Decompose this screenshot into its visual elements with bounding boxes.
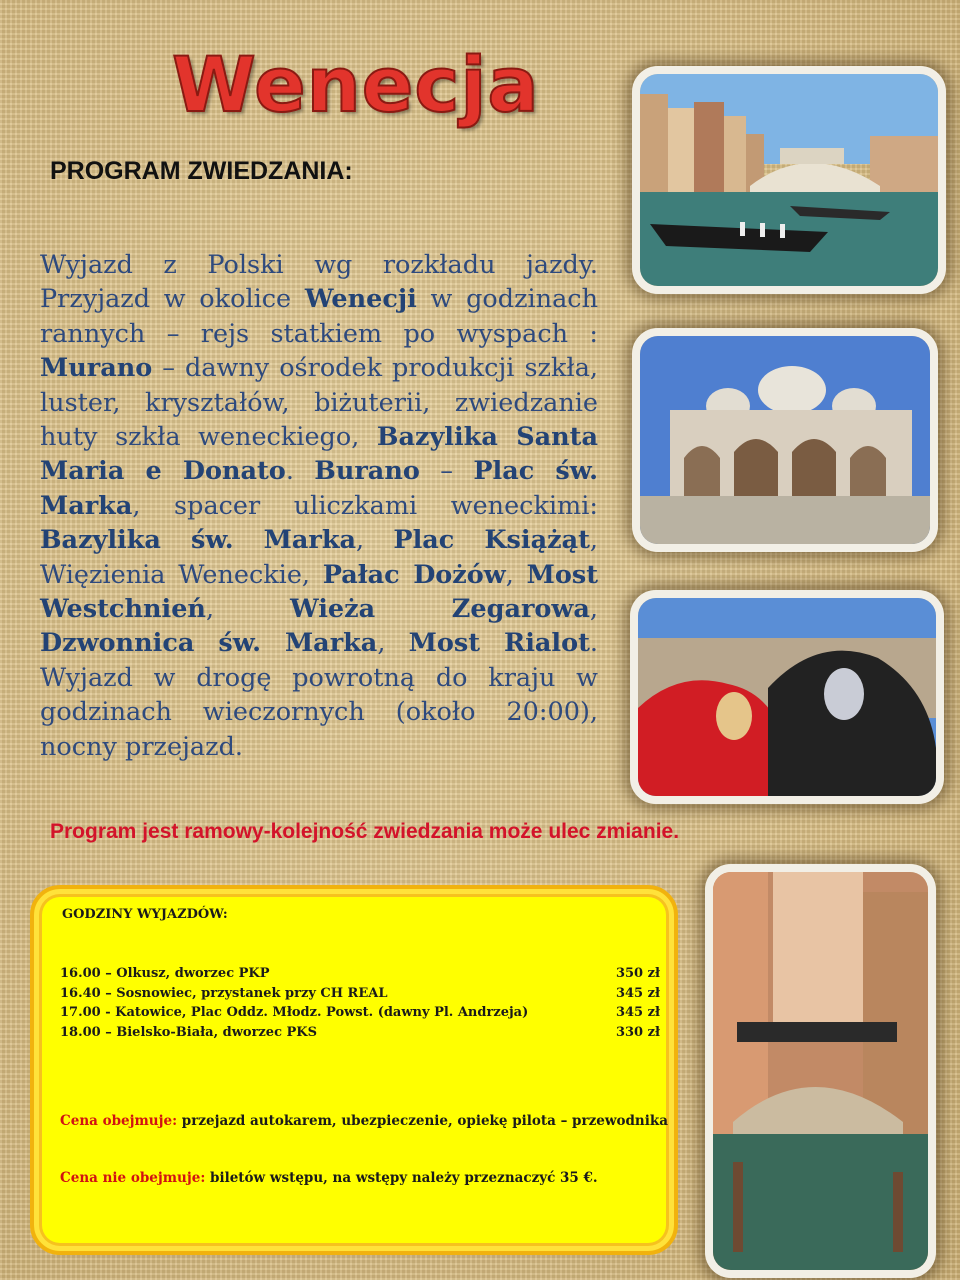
program-text-segment: , Więzienia Weneckie,: [40, 525, 598, 590]
program-highlight: Bazylika Santa Maria e Donato: [40, 422, 598, 487]
departures-list: [60, 966, 660, 1044]
program-text-segment: –: [419, 456, 474, 487]
price-excludes: [60, 1170, 598, 1186]
program-note: Program jest ramowy-kolejność zwiedzania może ulec zmianie.: [50, 820, 680, 843]
departure-row: [60, 966, 660, 986]
program-highlight: Pałac Dożów: [322, 559, 506, 590]
departure-price: 330 zł: [615, 1024, 660, 1040]
program-highlight: Dzwonnica św. Marka: [40, 628, 378, 659]
program-highlight: Bazylika św. Marka: [40, 525, 357, 556]
price-excludes-text: biletów wstępu, na wstępy należy przeznaczyć 35 €.: [205, 1170, 598, 1186]
price-includes-label: Cena obejmuje:: [60, 1113, 178, 1129]
program-text-segment: . Wyjazd w drogę powrotną do kraju w godzinach wieczornych (około 20:00), nocny przejazd.: [40, 628, 599, 762]
rialto-bridge-photo: [632, 66, 946, 294]
program-heading: PROGRAM ZWIEDZANIA:: [50, 157, 353, 185]
venice-canal-photo: [705, 864, 936, 1278]
program-text-segment: ,: [505, 559, 527, 590]
departure-row: [60, 1005, 660, 1025]
program-text-segment: .: [285, 456, 315, 487]
departure-time-place: 16.00 – Olkusz, dworzec PKP: [60, 966, 270, 981]
program-text-segment: ,: [377, 628, 409, 659]
departure-price: 345 zł: [615, 985, 660, 1001]
st-marks-basilica-photo: [632, 328, 938, 552]
program-highlight: Wenecji: [304, 284, 417, 315]
departure-row: [60, 1025, 660, 1045]
program-highlight: Plac św. Marka: [40, 456, 598, 521]
program-text-segment: ,: [205, 594, 290, 625]
departures-info-box: [30, 885, 678, 1255]
program-description: [40, 248, 598, 764]
departure-price: 345 zł: [615, 1005, 660, 1020]
departure-row: [60, 986, 660, 1006]
departure-price: 350 zł: [615, 966, 660, 981]
departure-time-place: 18.00 – Bielsko-Biała, dworzec PKS: [60, 1024, 317, 1040]
program-text-segment: – dawny ośrodek produkcji szkła, luster, kryształów, biżuterii, zwiedzanie huty szkła weneckiego,: [40, 353, 598, 453]
carnival-masks-photo: [630, 590, 944, 804]
departure-time-place: 17.00 - Katowice, Plac Oddz. Młodz. Powst. (dawny Pl. Andrzeja): [60, 1005, 529, 1020]
program-highlight: Plac Książąt: [393, 525, 590, 556]
program-highlight: Wieża Zegarowa: [290, 594, 590, 625]
program-text-segment: , spacer uliczkami weneckimi:: [132, 490, 598, 521]
page-title: Wenecja: [172, 40, 540, 129]
departures-heading: GODZINY WYJAZDÓW:: [62, 907, 228, 922]
program-text-segment: w godzinach rannych – rejs statkiem po wyspach :: [40, 284, 598, 349]
program-highlight: Most Westchnień: [40, 559, 598, 625]
program-text-segment: ,: [589, 594, 598, 625]
program-highlight: Murano: [40, 353, 153, 384]
price-includes-text: przejazd autokarem, ubezpieczenie, opiekę pilota – przewodnika: [177, 1113, 668, 1129]
program-highlight: Most Rialot: [408, 628, 590, 659]
price-includes: [60, 1113, 668, 1129]
program-text-segment: ,: [356, 525, 394, 556]
program-highlight: Burano: [314, 456, 420, 487]
program-text-segment: Wyjazd z Polski wg rozkładu jazdy. Przyjazd w okolice: [40, 250, 598, 315]
price-excludes-label: Cena nie obejmuje:: [60, 1170, 206, 1186]
departure-time-place: 16.40 – Sosnowiec, przystanek przy CH REAL: [60, 985, 388, 1001]
